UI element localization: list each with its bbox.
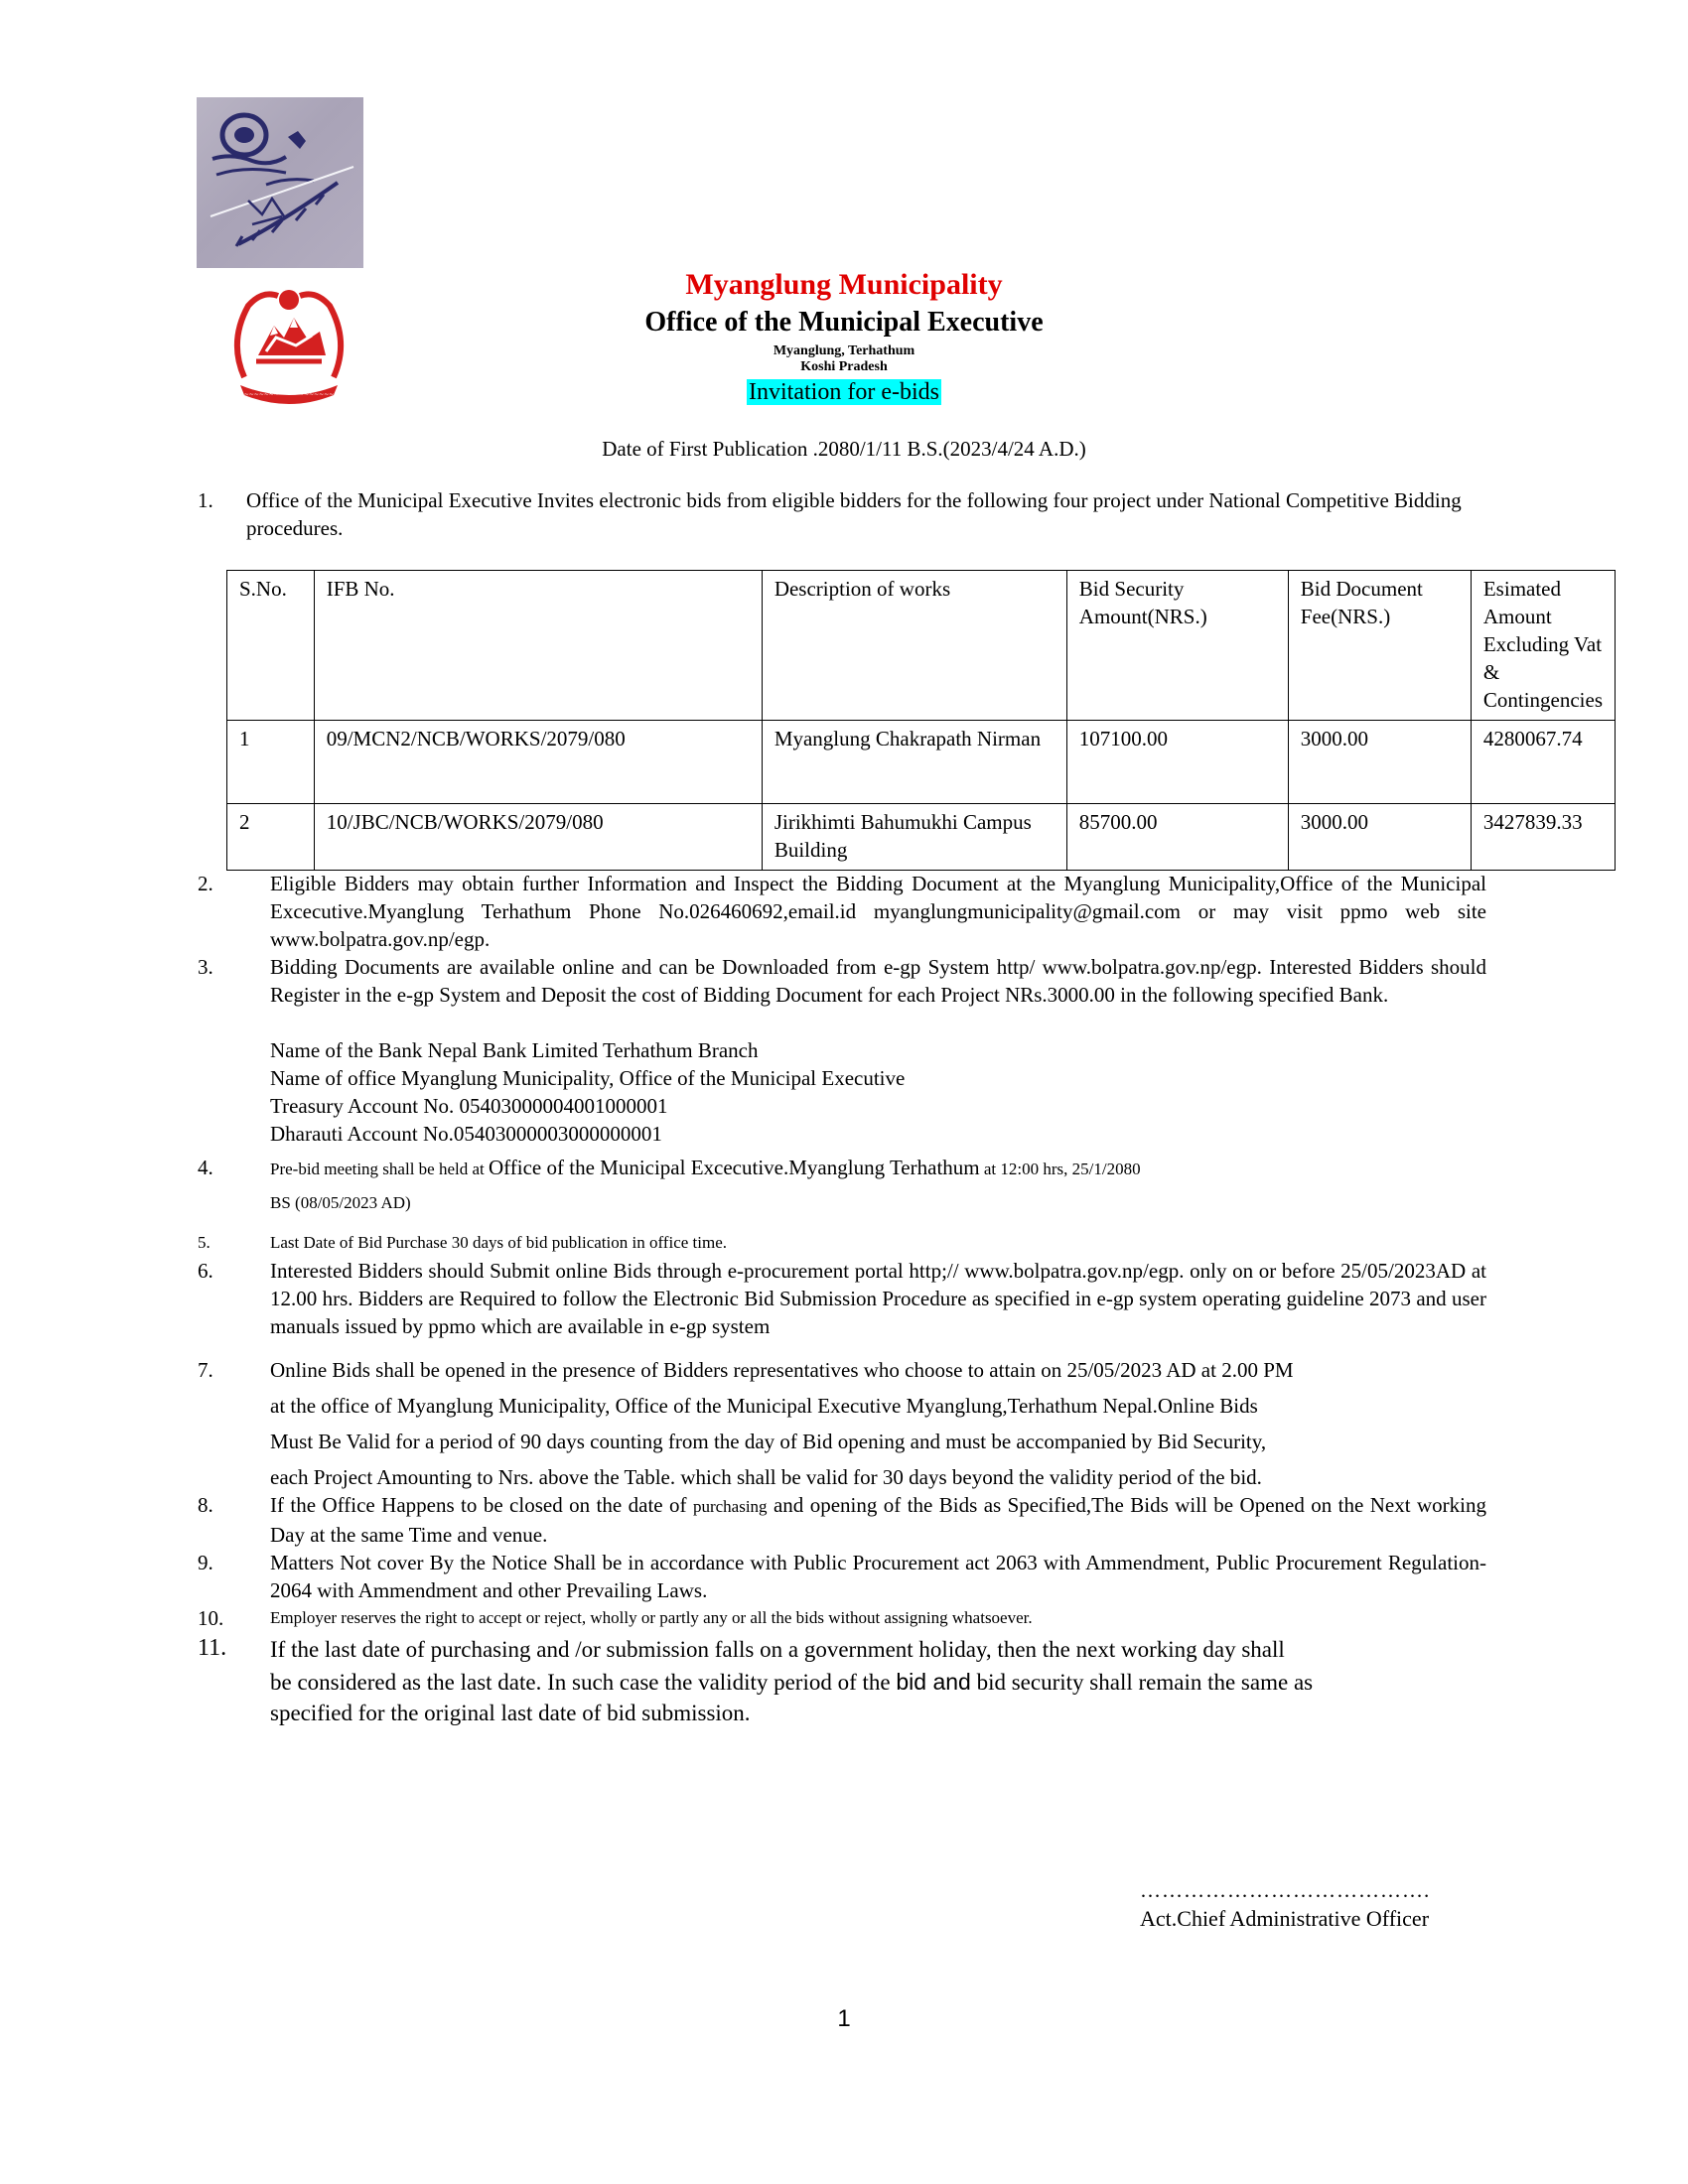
item-4-text bbox=[270, 1154, 1141, 1183]
item-8-text bbox=[270, 1491, 1486, 1549]
item-number: 9. bbox=[198, 1551, 213, 1574]
table-cell: 3427839.33 bbox=[1471, 804, 1615, 871]
item-number: 2. bbox=[198, 872, 213, 895]
item-number: 3. bbox=[198, 955, 213, 979]
svg-text:~~~~~~~~~~~~~~~~~~: ~~~~~~~~~~~~~~~~~~ bbox=[243, 391, 335, 398]
table-header-cell: IFB No. bbox=[314, 571, 762, 721]
item-number: 10. bbox=[198, 1606, 224, 1630]
item-4-part: Pre-bid meeting shall be held at bbox=[270, 1160, 489, 1178]
item-number: 1. bbox=[198, 488, 213, 512]
table-header-cell: Esimated Amount Excluding Vat & Contingencies bbox=[1471, 571, 1615, 721]
office-name: Office of the Municipal Executive bbox=[644, 307, 1044, 338]
item-11-line: If the last date of purchasing and /or submission falls on a government holiday, then the next working day shall bbox=[270, 1637, 1285, 1662]
table-header-cell: Bid Document Fee(NRS.) bbox=[1288, 571, 1471, 721]
works-table bbox=[226, 570, 1616, 871]
table-cell: 3000.00 bbox=[1288, 804, 1471, 871]
item-number: 4. bbox=[198, 1156, 213, 1179]
office-account-name: Name of office Myanglung Municipality, Office of the Municipal Executive bbox=[270, 1066, 906, 1090]
item-4-part: at 12:00 hrs, 25/1/2080 bbox=[979, 1160, 1141, 1178]
item-7-line: Online Bids shall be opened in the presence of Bidders representatives who choose to attain on 25/05/2023 AD at 2.00 PM bbox=[270, 1358, 1294, 1382]
item-11-part: be considered as the last date. In such case the validity period of the bbox=[270, 1670, 897, 1695]
item-8-part: If the Office Happens to be closed on the date of bbox=[270, 1493, 693, 1517]
dharauti-account: Dharauti Account No.05403000003000000001 bbox=[270, 1122, 662, 1146]
municipality-name: Myanglung Municipality bbox=[685, 268, 1003, 301]
item-number: 8. bbox=[198, 1493, 213, 1517]
item-4-part: Office of the Municipal Excecutive.Myanglung Terhathum bbox=[489, 1156, 980, 1179]
item-number: 6. bbox=[198, 1259, 213, 1283]
invitation-title bbox=[0, 379, 1688, 406]
treasury-account: Treasury Account No. 05403000004001000001 bbox=[270, 1094, 668, 1118]
item-10-text: Employer reserves the right to accept or reject, wholly or partly any or all the bids without assigning whatsoever. bbox=[270, 1608, 1033, 1627]
signature-line: …………………………………. bbox=[1140, 1878, 1431, 1902]
invitation-title-text: Invitation for e-bids bbox=[749, 379, 939, 405]
table-header-row bbox=[227, 571, 1616, 721]
item-5-text: Last Date of Bid Purchase 30 days of bid publication in office time. bbox=[270, 1233, 727, 1252]
table-row bbox=[227, 721, 1616, 804]
item-number: 7. bbox=[198, 1358, 213, 1382]
item-11-line bbox=[270, 1666, 1313, 1699]
item-6-text: Interested Bidders should Submit online Bids through e-procurement portal http;// www.bolpatra.gov.np/egp. only on or before 25/05/2023AD at 12.00 hrs. Bidders are Required to follow the Electronic Bid Submission Procedure as specified in e-gp system operating guideline 2073 and user manuals issued by ppmo which are available in e-gp system bbox=[270, 1259, 1486, 1338]
item-7-line: at the office of Myanglung Municipality, Office of the Municipal Executive Myanglung,Terhathum Nepal.Online Bids bbox=[270, 1394, 1258, 1418]
table-cell: 107100.00 bbox=[1066, 721, 1288, 804]
table-cell: 10/JBC/NCB/WORKS/2079/080 bbox=[314, 804, 762, 871]
page-number: 1 bbox=[837, 2005, 851, 2032]
table-cell: 09/MCN2/NCB/WORKS/2079/080 bbox=[314, 721, 762, 804]
address-line-2: Koshi Pradesh bbox=[800, 359, 888, 374]
table-header-cell: Description of works bbox=[762, 571, 1066, 721]
address-line-1: Myanglung, Terhathum bbox=[773, 343, 915, 358]
item-2-text: Eligible Bidders may obtain further Information and Inspect the Bidding Document at the Myanglung Municipality,Office of the Municipal Excecutive.Myanglung Terhathum Phone No.026460692,email.id myanglungmunicipality@gmail.com or may visit ppmo web site www.bolpatra.gov.np/egp. bbox=[270, 872, 1486, 951]
item-11-part: bid and bbox=[896, 1669, 971, 1695]
publication-date: Date of First Publication .2080/1/11 B.S.(2023/4/24 A.D.) bbox=[602, 437, 1086, 461]
bank-name: Name of the Bank Nepal Bank Limited Terhathum Branch bbox=[270, 1038, 759, 1062]
office-stamp-image bbox=[197, 97, 363, 268]
item-number: 11. bbox=[198, 1635, 227, 1661]
item-4-date: BS (08/05/2023 AD) bbox=[270, 1193, 411, 1212]
table-header-cell: S.No. bbox=[227, 571, 315, 721]
table-cell: 1 bbox=[227, 721, 315, 804]
item-8-part: purchasing bbox=[692, 1497, 768, 1516]
table-cell: 2 bbox=[227, 804, 315, 871]
signatory-title: Act.Chief Administrative Officer bbox=[1140, 1906, 1430, 1931]
item-9-text: Matters Not cover By the Notice Shall be in accordance with Public Procurement act 2063 with Ammendment, Public Procurement Regulation-2064 with Ammendment and other Prevailing Laws. bbox=[270, 1551, 1486, 1602]
table-header-cell: Bid Security Amount(NRS.) bbox=[1066, 571, 1288, 721]
item-number: 5. bbox=[198, 1233, 211, 1252]
item-11-part: bid security shall remain the same as bbox=[970, 1670, 1314, 1695]
table-cell: Myanglung Chakrapath Nirman bbox=[762, 721, 1066, 804]
table-cell: 85700.00 bbox=[1066, 804, 1288, 871]
table-row bbox=[227, 804, 1616, 871]
item-7-line: each Project Amounting to Nrs. above the Table. which shall be valid for 30 days beyond the validity period of the bid. bbox=[270, 1465, 1262, 1489]
table-cell: 4280067.74 bbox=[1471, 721, 1615, 804]
item-8-part: and opening of the Bids as Specified,The Bids will be Opened on the Next working Day at the same Time and venue. bbox=[270, 1493, 1486, 1547]
item-3-text: Bidding Documents are available online and can be Downloaded from e-gp System http/ www.bolpatra.gov.np/egp. Interested Bidders should Register in the e-gp System and Deposit the cost of Bidding Document for each Project NRs.3000.00 in the following specified Bank. bbox=[270, 955, 1486, 1007]
table-cell: 3000.00 bbox=[1288, 721, 1471, 804]
item-1-text: Office of the Municipal Executive Invites electronic bids from eligible bidders for the following four project under National Competitive Bidding procedures. bbox=[246, 488, 1462, 540]
item-7-line: Must Be Valid for a period of 90 days counting from the day of Bid opening and must be accompanied by Bid Security, bbox=[270, 1430, 1267, 1453]
table-cell: Jirikhimti Bahumukhi Campus Building bbox=[762, 804, 1066, 871]
item-11-line: specified for the original last date of bid submission. bbox=[270, 1701, 751, 1725]
